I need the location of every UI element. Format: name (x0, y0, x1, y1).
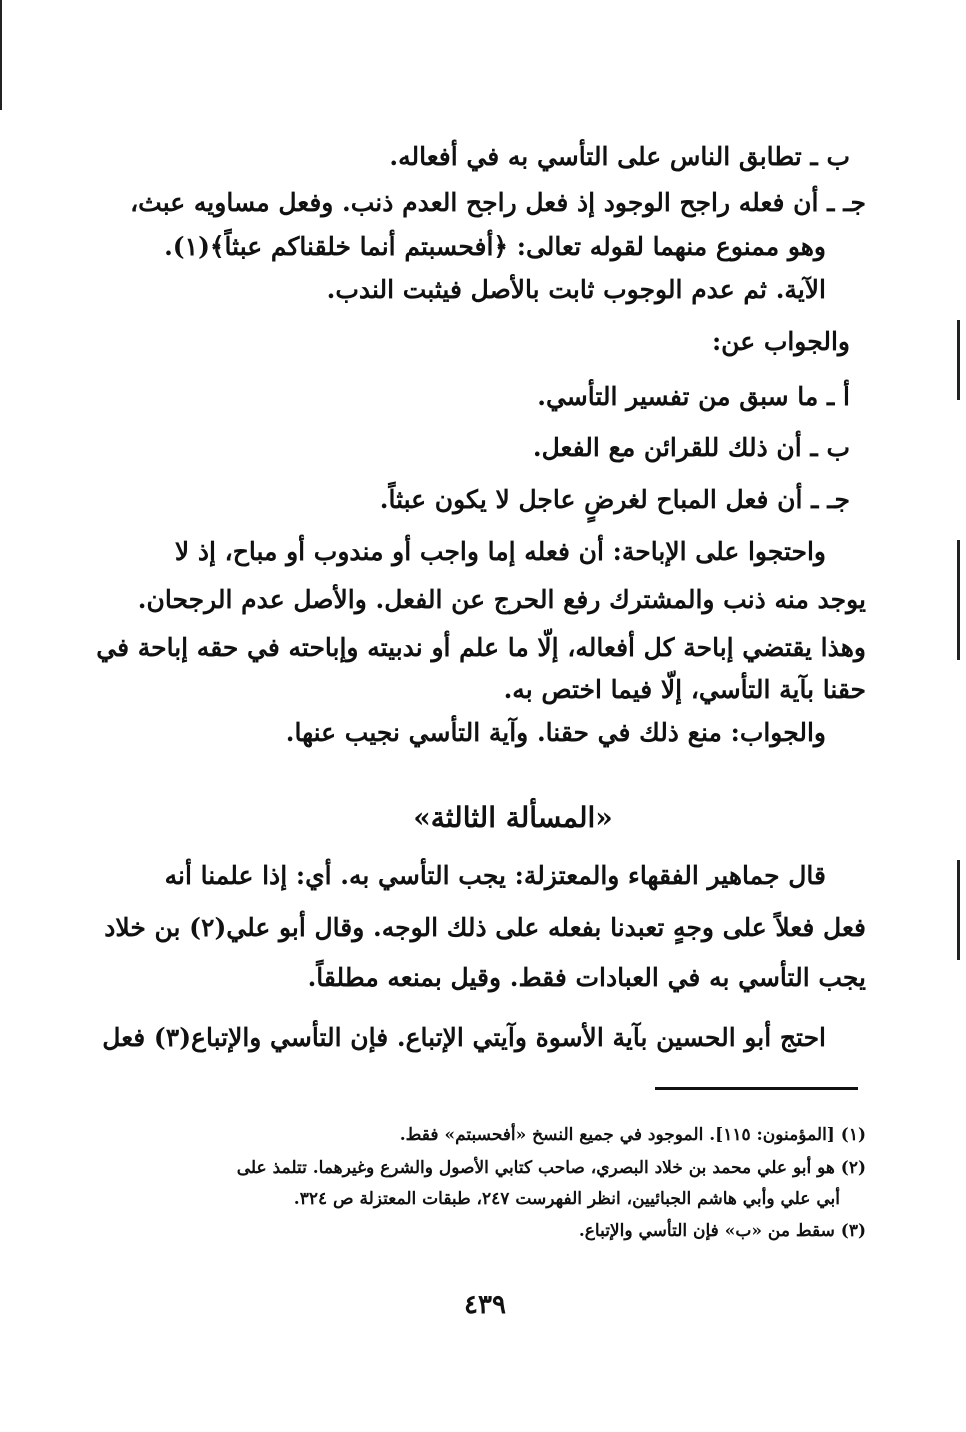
footnote-separator (655, 1087, 858, 1090)
text-line: والجواب: منع ذلك في حقنا. وآية التأسي نجيب عنها. (285, 718, 826, 747)
text-line: جـ ـ أن فعل المباح لغرضٍ عاجل لا يكون عبثاً. (379, 485, 850, 514)
text-line: ب ـ تطابق الناس على التأسي به في أفعاله. (389, 142, 850, 171)
page-number: ٤٣٩ (464, 1290, 506, 1320)
text-line: وهو ممنوع منهما لقوله تعالى: ﴿أفحسبتم أنما خلقناكم عبثاً﴾(١). (164, 232, 826, 261)
text-line: حقنا بآية التأسي، إلّا فيما اختص به. (503, 675, 866, 704)
text-line: واحتجوا على الإباحة: أن فعله إما واجب أو مندوب أو مباح، إذ لا (174, 537, 826, 566)
scan-edge-mark (957, 320, 960, 400)
text-line: أ ـ ما سبق من تفسير التأسي. (537, 382, 850, 411)
text-line: فعل فعلاً على وجهٍ تعبدنا بفعله على ذلك الوجه. وقال أبو علي(٢) بن خلاد (104, 913, 866, 942)
footnote: (١) [المؤمنون: ١١٥]. الموجود في جميع النسخ «أفحسبتم» فقط. (399, 1125, 866, 1145)
text-line: وهذا يقتضي إباحة كل أفعاله، إلّا ما علم أو ندبيته وإباحته في حقه إباحة في (96, 633, 866, 662)
text-line: يجب التأسي به في العبادات فقط. وقيل بمنعه مطلقاً. (307, 963, 866, 992)
footnote: (٢) هو أبو علي محمد بن خلاد البصري، صاحب كتابي الأصول والشرع وغيرهما. تتلمذ على (236, 1158, 866, 1178)
scan-edge-mark (957, 860, 960, 960)
text-line: احتج أبو الحسين بآية الأسوة وآيتي الإتباع. فإن التأسي والإتباع(٣) فعل (102, 1023, 826, 1052)
text-line: جـ ـ أن فعله راجح الوجود إذ فعل راجح العدم ذنب. وفعل مساويه عبث، (130, 188, 866, 217)
text-line: الآية. ثم عدم الوجوب ثابت بالأصل فيثبت الندب. (326, 275, 826, 304)
footnote: أبي علي وأبي هاشم الجبائيين، انظر الفهرست ٢٤٧، طبقات المعتزلة ص ٣٢٤. (293, 1189, 840, 1209)
section-heading: «المسألة الثالثة» (413, 801, 613, 834)
scan-edge-mark (0, 0, 2, 110)
text-line: والجواب عن: (711, 327, 850, 356)
text-line: ب ـ أن ذلك للقرائن مع الفعل. (532, 433, 850, 462)
text-line: يوجد منه ذنب والمشترك رفع الحرج عن الفعل. والأصل عدم الرجحان. (137, 585, 866, 614)
footnote: (٣) سقط من «ب» فإن التأسي والإتباع. (578, 1221, 866, 1241)
scan-edge-mark (957, 540, 960, 660)
text-line: قال جماهير الفقهاء والمعتزلة: يجب التأسي به. أي: إذا علمنا أنه (164, 861, 826, 890)
